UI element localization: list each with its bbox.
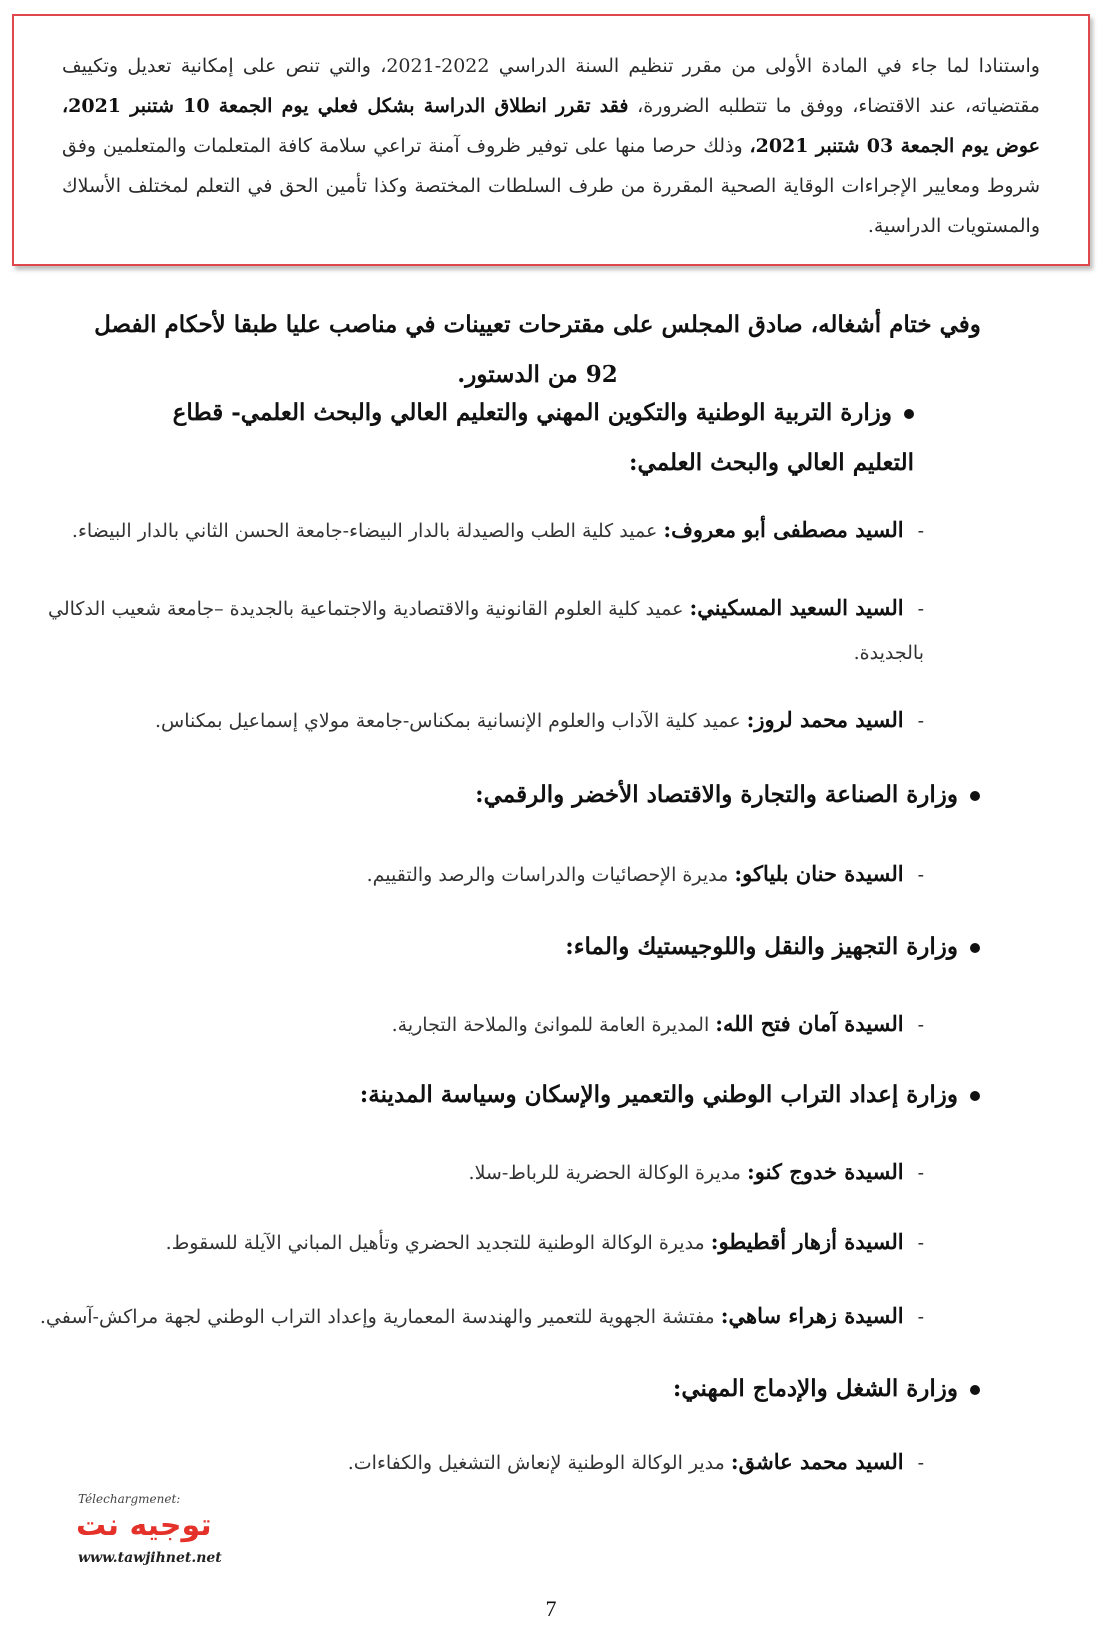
appointee-name: السيد السعيد المسكيني: bbox=[689, 595, 904, 620]
appointee-role: مديرة الإحصائيات والدراسات والرصد والتقييم. bbox=[366, 864, 735, 886]
appointee-line bbox=[44, 1002, 924, 1047]
appointee-line bbox=[44, 1150, 924, 1195]
ministry-title: وزارة التربية الوطنية والتكوين المهني والتعليم العالي والبحث العلمي- قطاع التعليم العالي والبحث العلمي: bbox=[172, 399, 914, 476]
dash-icon: - bbox=[917, 1452, 924, 1474]
appointee-name: السيدة أزهار أقطيطو: bbox=[710, 1229, 904, 1254]
appointee-line bbox=[44, 1220, 924, 1265]
ministry-heading bbox=[100, 1364, 980, 1414]
notice-text-part1: واستنادا لما جاء في المادة الأولى من مقرر تنظيم السنة الدراسي 2022-2021، والتي تنص على إمكانية تعديل وتكييف مقتضياته، عند الاقتضاء، ووفق ما تتطلبه الضرورة، bbox=[62, 55, 1040, 117]
page-number: 7 bbox=[545, 1596, 557, 1621]
dash-icon: - bbox=[917, 1014, 924, 1036]
dash-icon: - bbox=[917, 710, 924, 732]
appointee-role: مديرة الوكالة الوطنية للتجديد الحضري وتأهيل المباني الآيلة للسقوط. bbox=[165, 1232, 711, 1254]
appointee-line bbox=[44, 852, 924, 897]
appointee-name: السيدة حنان بلياكو: bbox=[734, 861, 904, 886]
logo-url: www.tawjihnet.net bbox=[78, 1550, 222, 1566]
ministry-title: وزارة الشغل والإدماج المهني: bbox=[672, 1375, 958, 1402]
ministry-heading bbox=[100, 770, 980, 820]
dash-icon: - bbox=[917, 1306, 924, 1328]
appointee-role: عميد كلية الطب والصيدلة بالدار البيضاء-جامعة الحسن الثاني بالدار البيضاء. bbox=[71, 520, 664, 542]
ministry-title: وزارة الصناعة والتجارة والاقتصاد الأخضر والرقمي: bbox=[475, 781, 958, 808]
dash-icon: - bbox=[917, 598, 924, 620]
ministry-title: وزارة التجهيز والنقل واللوجيستيك والماء: bbox=[565, 933, 958, 960]
appointee-line bbox=[44, 586, 924, 675]
appointee-line bbox=[44, 1440, 924, 1485]
dash-icon: - bbox=[917, 520, 924, 542]
notice-text-part2: وذلك حرصا منها على توفير ظروف آمنة تراعي سلامة كافة المتعلمات والمتعلمين وفق شروط ومعايير الإجراءات الوقاية الصحية المقررة من طرف السلطات المختصة وكذا تأمين الحق في التعلم لمختلف الأسلاك والمستويات الدراسية. bbox=[62, 135, 1040, 237]
appointee-role: المديرة العامة للموانئ والملاحة التجارية. bbox=[391, 1014, 716, 1036]
dash-icon: - bbox=[917, 1232, 924, 1254]
notice-bold-date: فقد تقرر انطلاق الدراسة بشكل فعلي يوم الجمعة 10 شتنبر 2021، عوض يوم الجمعة 03 شتنبر 2021، bbox=[62, 95, 1040, 157]
logo-brand: توجيه نت bbox=[76, 1508, 212, 1543]
appointee-name: السيد محمد عاشق: bbox=[730, 1449, 904, 1474]
appointee-role: عميد كلية الآداب والعلوم الإنسانية بمكناس-جامعة مولاي إسماعيل بمكناس. bbox=[155, 710, 747, 732]
appointee-name: السيد محمد لروز: bbox=[746, 707, 904, 732]
appointee-role: عميد كلية العلوم القانونية والاقتصادية والاجتماعية بالجديدة –جامعة شعيب الدكالي بالجديدة. bbox=[48, 598, 924, 664]
council-intro-paragraph: وفي ختام أشغاله، صادق المجلس على مقترحات تعيينات في مناصب عليا طبقا لأحكام الفصل 92 من الدستور. bbox=[94, 311, 981, 388]
bullet-icon bbox=[970, 791, 980, 801]
appointee-name: السيد مصطفى أبو معروف: bbox=[663, 517, 904, 542]
dash-icon: - bbox=[917, 864, 924, 886]
logo-caption: Télechargmenet: bbox=[78, 1492, 181, 1506]
appointee-line bbox=[44, 508, 924, 553]
ministry-heading bbox=[100, 922, 980, 972]
appointee-line bbox=[24, 1294, 924, 1339]
bullet-icon bbox=[970, 1091, 980, 1101]
appointee-line bbox=[44, 698, 924, 743]
tawjihnet-logo bbox=[76, 1492, 246, 1572]
ministry-heading bbox=[100, 1070, 980, 1120]
appointee-role: مديرة الوكالة الحضرية للرباط-سلا. bbox=[468, 1162, 747, 1184]
appointee-role: مفتشة الجهوية للتعمير والهندسة المعمارية وإعداد التراب الوطني لجهة مراكش-آسفي. bbox=[39, 1306, 721, 1328]
ministry-heading bbox=[114, 388, 914, 488]
appointee-name: السيدة خدوج كنو: bbox=[746, 1159, 904, 1184]
appointee-name: السيدة آمان فتح الله: bbox=[715, 1011, 904, 1036]
highlighted-notice-box bbox=[12, 14, 1090, 266]
bullet-icon bbox=[904, 409, 914, 419]
bullet-icon bbox=[970, 1385, 980, 1395]
appointee-name: السيدة زهراء ساهي: bbox=[720, 1303, 904, 1328]
appointee-role: مدير الوكالة الوطنية لإنعاش التشغيل والكفاءات. bbox=[347, 1452, 731, 1474]
ministry-title: وزارة إعداد التراب الوطني والتعمير والإسكان وسياسة المدينة: bbox=[359, 1081, 958, 1108]
dash-icon: - bbox=[917, 1162, 924, 1184]
bullet-icon bbox=[970, 943, 980, 953]
